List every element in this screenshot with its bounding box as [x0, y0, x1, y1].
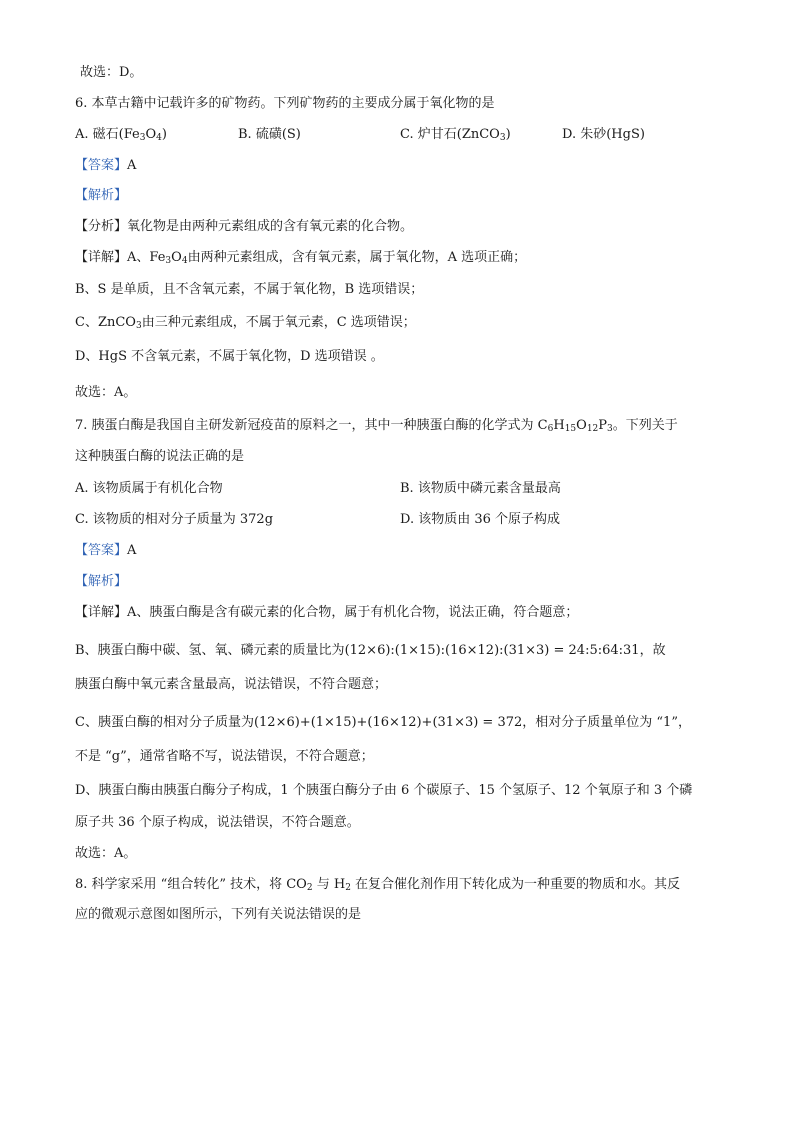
q6-option-c: C. 炉甘石(ZnCO$_3$)	[400, 127, 511, 143]
q7-stem-line2: 这种胰蛋白酶的说法正确的是	[75, 449, 245, 464]
q6-detail-d: D、HgS 不含氧元素，不属于氧化物，D 选项错误 。	[75, 349, 384, 364]
q7-answer-line	[75, 542, 136, 560]
q7-detail-a: 【详解】A、胰蛋白酶是含有碳元素的化合物，属于有机化合物，说法正确，符合题意；	[75, 605, 579, 620]
q7-detail-b-line2: 胰蛋白酶中氧元素含量最高，说法错误，不符合题意；	[75, 677, 388, 692]
q6-detail-b: B、S 是单质，且不含氧元素，不属于氧化物，B 选项错误；	[75, 282, 424, 297]
q7-molecular-mass-expression: (12×6)+(1×15)+(16×12)+(31×3) = 372	[253, 715, 523, 730]
q7-detail-c: C、胰蛋白酶的相对分子质量为(12×6)+(1×15)+(16×12)+(31×3) = 372，相对分子质量单位为 “1”，	[75, 715, 691, 730]
answer-tag: 【答案】	[75, 543, 128, 558]
q7-detail-d: D、胰蛋白酶由胰蛋白酶分子构成，1 个胰蛋白酶分子由 6 个碳原子、15 个氢原子、12 个氧原子和 3 个磷	[75, 783, 693, 798]
q6-answer-line	[75, 157, 136, 175]
answer-tag: 【答案】	[75, 158, 128, 173]
q7-options-row2	[75, 511, 755, 529]
q7-option-a: A. 该物质属于有机化合物	[75, 481, 223, 496]
q7-answer: A	[127, 543, 137, 558]
q6-conclusion: 故选：A。	[75, 385, 137, 400]
q7-option-c: C. 该物质的相对分子质量为 372g	[75, 512, 274, 527]
q7-mass-ratio-expression: (12×6):(1×15):(16×12):(31×3) = 24:5:64:31	[344, 643, 640, 658]
q6-option-d: D. 朱砂(HgS)	[562, 127, 645, 142]
q7-stem: 7. 胰蛋白酶是我国自主研发新冠疫苗的原料之一，其中一种胰蛋白酶的化学式为 $C_6H_{15}O_{12}P_3$。下列关于	[75, 418, 678, 434]
q7-options-row1	[75, 480, 755, 498]
q7-option-d: D. 该物质由 36 个原子构成	[400, 512, 561, 527]
q6-detail-a: 【详解】A、$Fe_3O_4$由两种元素组成，含有氧元素，属于氧化物，A 选项正确；	[75, 250, 527, 266]
q7-option-b: B. 该物质中磷元素含量最高	[400, 481, 561, 496]
q5-conclusion: 故选：D。	[80, 65, 143, 80]
q6-option-a: A. 磁石$(Fe_3O_4)$	[75, 127, 167, 143]
q8-stem-line2: 应的微观示意图如图所示，下列有关说法错误的是	[75, 907, 362, 922]
q7-detail-c-line2: 不是 “g”，通常省略不写，说法错误，不符合题意；	[75, 749, 374, 764]
q7-conclusion: 故选：A。	[75, 846, 137, 861]
q6-analysis-tag: 【解析】	[75, 188, 128, 203]
q7-analysis-tag: 【解析】	[75, 574, 128, 589]
q6-detail-c: C、ZnCO$_3$由三种元素组成，不属于氧元素，C 选项错误；	[75, 315, 416, 331]
q7-detail-b: B、胰蛋白酶中碳、氢、氧、磷元素的质量比为(12×6):(1×15):(16×12):(31×3) = 24:5:64:31，故	[75, 643, 666, 658]
q6-answer: A	[127, 158, 137, 173]
q6-analysis: 【分析】氧化物是由两种元素组成的含有氧元素的化合物。	[75, 219, 414, 234]
q6-option-b: B. 硫磺(S)	[238, 127, 301, 142]
q6-stem: 6. 本草古籍中记载许多的矿物药。下列矿物药的主要成分属于氧化物的是	[75, 96, 495, 111]
q6-options	[75, 126, 755, 144]
q7-detail-d-line2: 原子共 36 个原子构成，说法错误，不符合题意。	[75, 815, 360, 830]
q8-stem: 8. 科学家采用 “组合转化” 技术，将 $CO_2$ 与 $H_2$ 在复合催化剂作用下转化成为一种重要的物质和水。其反	[75, 877, 681, 893]
